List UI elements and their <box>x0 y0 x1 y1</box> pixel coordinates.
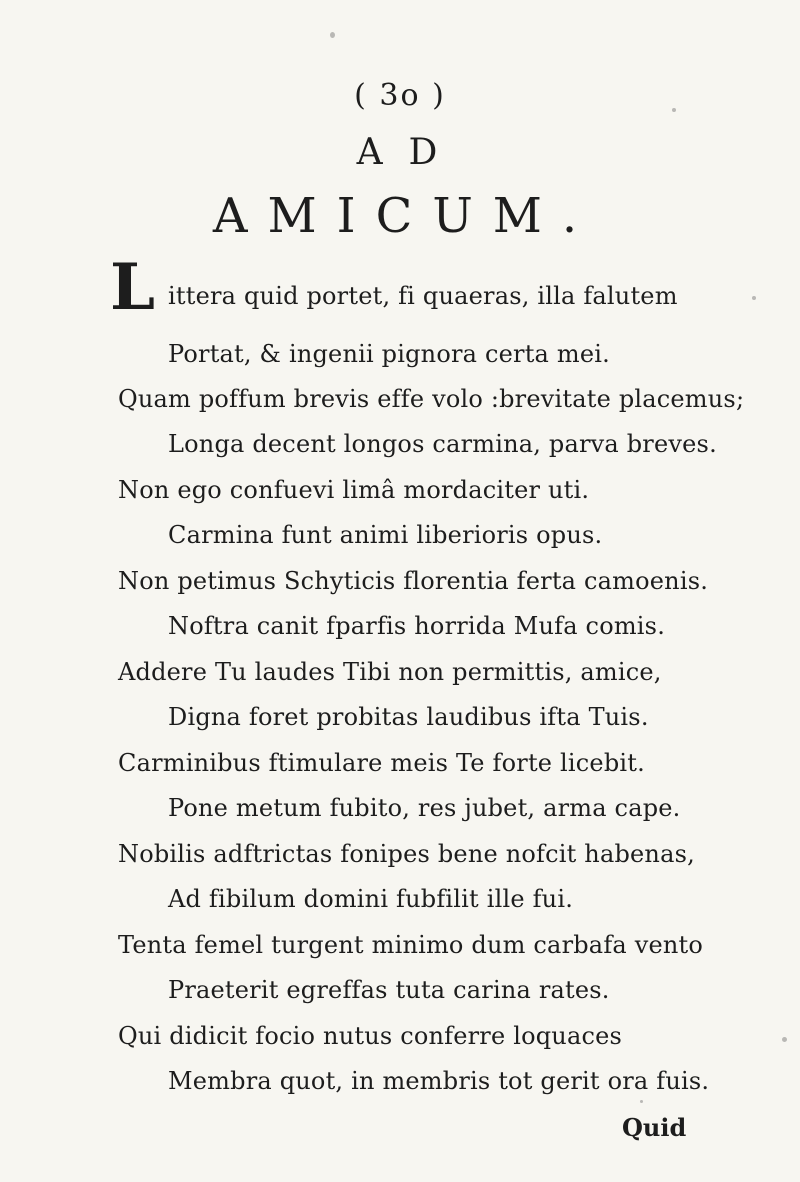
poem-line: Membra quot, in membris tot gerit ora fuis. <box>168 1067 710 1095</box>
poem-line: Longa decent longos carmina, parva breves. <box>168 430 717 458</box>
poem-line: Praeterit egreffas tuta carina rates. <box>168 976 610 1004</box>
paper-speck <box>672 108 676 112</box>
poem-line: Ad fibilum domini fubfilit ille fui. <box>168 885 574 913</box>
poem-line: Non petimus Schyticis florentia ferta camoenis. <box>118 567 709 595</box>
catchword: Quid <box>622 1113 687 1142</box>
heading-amicum: AMICUM. <box>212 188 598 244</box>
page-number: ( 3o ) <box>354 78 446 113</box>
poem-line: Quam poffum brevis effe volo :brevitate placemus; <box>118 385 745 413</box>
paper-speck <box>640 1100 643 1103</box>
poem-line: Tenta femel turgent minimo dum carbafa vento <box>118 931 704 959</box>
poem-line: Carmina funt animi liberioris opus. <box>168 521 603 549</box>
poem-line: Digna foret probitas laudibus ifta Tuis. <box>168 703 649 731</box>
poem-line: Addere Tu laudes Tibi non permittis, amice, <box>118 658 662 686</box>
paper-speck <box>782 1037 787 1042</box>
poem-line: Pone metum fubito, res jubet, arma cape. <box>168 794 681 822</box>
poem-line: ittera quid portet, fi quaeras, illa falutem <box>168 282 678 310</box>
poem-line: Portat, & ingenii pignora certa mei. <box>168 340 610 368</box>
drop-cap: L <box>110 250 155 325</box>
paper-speck <box>752 296 756 300</box>
poem-line: Non ego confuevi limâ mordaciter uti. <box>118 476 590 504</box>
poem-line: Nobilis adftrictas fonipes bene nofcit habenas, <box>118 840 695 868</box>
heading-ad: AD <box>356 132 464 173</box>
paper-speck <box>330 32 335 38</box>
poem-line: Qui didicit focio nutus conferre loquaces <box>118 1022 623 1050</box>
poem-line: Noftra canit fparfis horrida Mufa comis. <box>168 612 666 640</box>
poem-line: Carminibus ftimulare meis Te forte licebit. <box>118 749 645 777</box>
